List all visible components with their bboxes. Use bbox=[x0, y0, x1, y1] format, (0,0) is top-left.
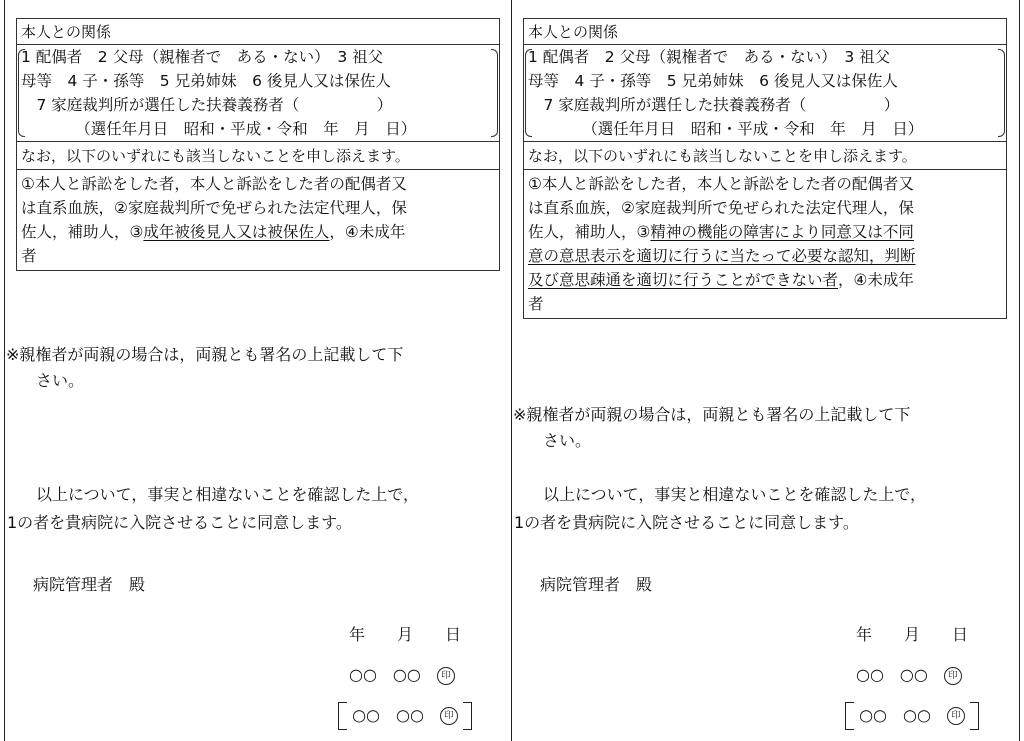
signature-line bbox=[349, 662, 455, 685]
seal-icon: 印 bbox=[944, 667, 962, 685]
relation-line: 母等 4 子・孫等 5 兄弟姉妹 6 後見人又は保佐人 bbox=[21, 72, 391, 90]
parent-note-cont: さい。 bbox=[36, 371, 85, 390]
exclusion-list bbox=[17, 170, 499, 271]
consent-statement-cont: 1の者を貴病院に入院させることに同意します。 bbox=[7, 513, 352, 532]
exclusion-line bbox=[528, 244, 1002, 268]
relation-line: 1 配偶者 2 父母（親権者で ある・ない） 3 祖父 bbox=[21, 48, 384, 66]
bracket-open bbox=[845, 702, 854, 730]
exclusion-line bbox=[528, 268, 1002, 292]
relation-box bbox=[523, 18, 1007, 319]
amended-phrase: 意の意思表示を適切に行うに当たって必要な認知，判断 bbox=[528, 247, 916, 265]
declaration-note: なお，以下のいずれにも該当しないことを申し添えます。 bbox=[524, 142, 1006, 170]
seal-icon: 印 bbox=[437, 667, 455, 685]
bracket-close bbox=[970, 702, 979, 730]
parent-note-cont: さい。 bbox=[543, 431, 592, 450]
right-paren bbox=[998, 49, 1005, 137]
outer-rule-left bbox=[4, 0, 5, 741]
exclusion-line bbox=[528, 220, 1002, 244]
consent-statement-cont: 1の者を貴病院に入院させることに同意します。 bbox=[514, 513, 859, 532]
exclusion-line bbox=[21, 220, 495, 244]
exclusion-text: 佐人，補助人，③ bbox=[21, 223, 144, 241]
exclusion-list bbox=[524, 170, 1006, 319]
exclusion-text: ，④未成年 bbox=[329, 223, 406, 241]
relation-box bbox=[16, 18, 500, 271]
relation-options bbox=[17, 45, 499, 142]
right-paren bbox=[491, 49, 498, 137]
relation-line: （選任年月日 昭和・平成・令和 年 月 日） bbox=[21, 120, 417, 138]
outer-rule-right bbox=[1019, 0, 1020, 741]
relation-title: 本人との関係 bbox=[17, 19, 499, 45]
signature-line-bracketed bbox=[845, 702, 979, 730]
bracket-open bbox=[338, 702, 347, 730]
seal-icon: 印 bbox=[440, 707, 458, 725]
parent-note: ※親権者が両親の場合は，両親とも署名の上記載して下 bbox=[6, 345, 404, 364]
signatory-name: ○○ ○○ bbox=[352, 705, 424, 725]
exclusion-line: は直系血族，②家庭裁判所で免ぜられた法定代理人，保 bbox=[528, 199, 914, 217]
parent-note: ※親権者が両親の場合は，両親とも署名の上記載して下 bbox=[513, 405, 911, 424]
signatory-name: ○○ ○○ bbox=[856, 665, 928, 684]
amended-phrase: 精神の機能の障害により同意又は不同 bbox=[650, 223, 914, 241]
exclusion-text: 佐人，補助人，③ bbox=[528, 223, 651, 241]
left-paren bbox=[525, 49, 532, 137]
center-divider bbox=[511, 0, 512, 741]
consent-statement: 以上について，事実と相違ないことを確認した上で， bbox=[36, 485, 420, 504]
exclusion-line: 者 bbox=[528, 295, 544, 313]
relation-line: 7 家庭裁判所が選任した扶養義務者（ ） bbox=[21, 96, 393, 114]
relation-line: 7 家庭裁判所が選任した扶養義務者（ ） bbox=[528, 96, 900, 114]
bracket-close bbox=[463, 702, 472, 730]
declaration-note: なお，以下のいずれにも該当しないことを申し添えます。 bbox=[17, 142, 499, 170]
exclusion-text: ，④未成年 bbox=[838, 271, 914, 289]
signatory-name: ○○ ○○ bbox=[349, 665, 421, 684]
signature-line-bracketed bbox=[338, 702, 472, 730]
addressee: 病院管理者 殿 bbox=[540, 575, 653, 594]
exclusion-line: 者 bbox=[21, 247, 37, 265]
exclusion-line: は直系血族，②家庭裁判所で免ぜられた法定代理人，保 bbox=[21, 199, 407, 217]
consent-statement: 以上について，事実と相違ないことを確認した上で， bbox=[543, 485, 927, 504]
relation-options bbox=[524, 45, 1006, 142]
relation-line: （選任年月日 昭和・平成・令和 年 月 日） bbox=[528, 120, 924, 138]
date-line: 年 月 日 bbox=[856, 625, 969, 644]
date-line: 年 月 日 bbox=[349, 625, 462, 644]
addressee: 病院管理者 殿 bbox=[33, 575, 146, 594]
seal-icon: 印 bbox=[947, 707, 965, 725]
amended-phrase: 及び意思疎通を適切に行うことができない者 bbox=[528, 271, 839, 289]
signatory-name: ○○ ○○ bbox=[859, 705, 931, 725]
signature-line bbox=[856, 662, 962, 685]
exclusion-line: ①本人と訴訟をした者，本人と訴訟をした者の配偶者又 bbox=[21, 175, 407, 193]
left-paren bbox=[18, 49, 25, 137]
exclusion-line: ①本人と訴訟をした者，本人と訴訟をした者の配偶者又 bbox=[528, 175, 914, 193]
relation-line: 母等 4 子・孫等 5 兄弟姉妹 6 後見人又は保佐人 bbox=[528, 72, 898, 90]
relation-line: 1 配偶者 2 父母（親権者で ある・ない） 3 祖父 bbox=[528, 48, 891, 66]
amended-phrase: 成年被後見人又は被保佐人 bbox=[143, 223, 330, 241]
relation-title: 本人との関係 bbox=[524, 19, 1006, 45]
